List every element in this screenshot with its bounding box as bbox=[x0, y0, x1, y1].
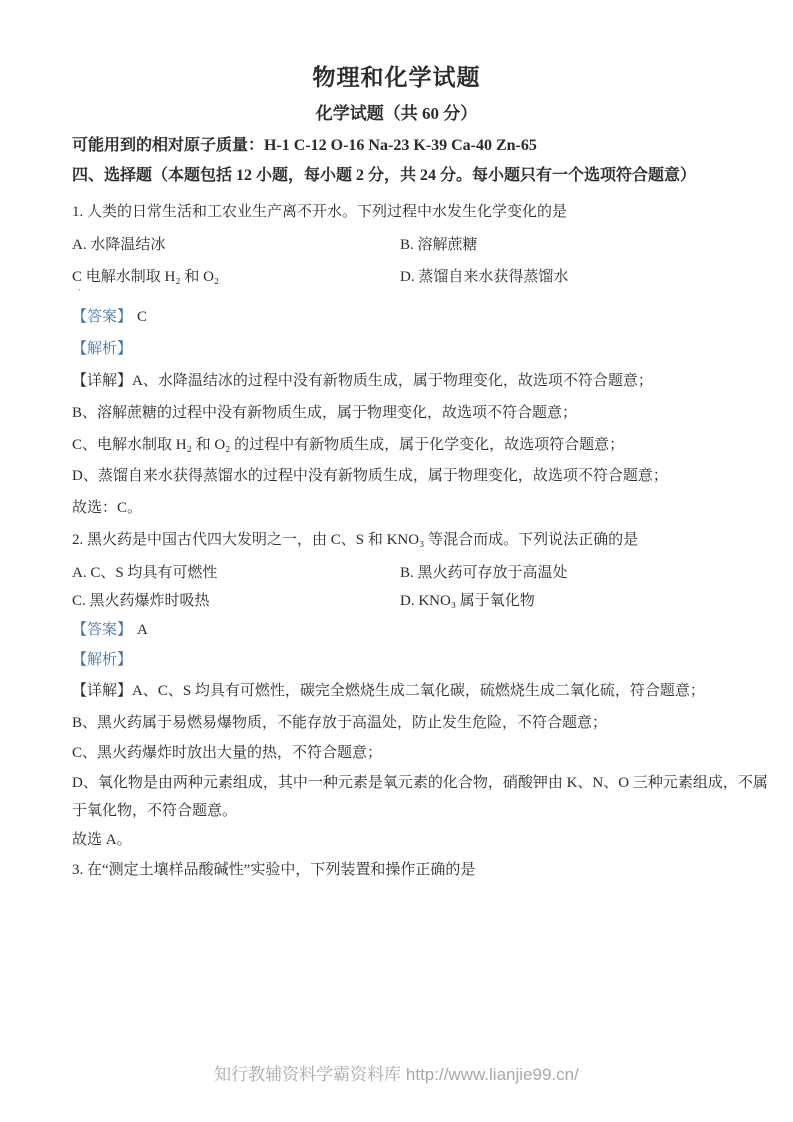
answer-label: 【答案】 bbox=[72, 622, 133, 638]
q1-analysis-row bbox=[72, 338, 723, 360]
q2-answer-value: A bbox=[137, 622, 148, 638]
analysis-label: 【解析】 bbox=[72, 341, 133, 357]
q2-answer-row bbox=[72, 619, 723, 641]
q1-detail-b: B、溶解蔗糖的过程中没有新物质生成，属于物理变化，故选项不符合题意； bbox=[72, 405, 578, 421]
page-title: 物理和化学试题 bbox=[312, 65, 481, 90]
q1-detail-a: 【详解】A、水降温结冰的过程中没有新物质生成，属于物理变化，故选项不符合题意； bbox=[72, 373, 653, 389]
analysis-label: 【解析】 bbox=[72, 652, 133, 668]
q1-detail-c: C、电解水制取 H₂ 和 O₂ 的过程中有新物质生成，属于化学变化，故选项符合题意； bbox=[72, 437, 625, 453]
atomic-mass-line: 可能用到的相对原子质量：H-1 C-12 O-16 Na-23 K-39 Ca-40 Zn-65 bbox=[72, 137, 537, 154]
q2-detail-d-line2: 于氧化物，不符合题意。 bbox=[72, 803, 238, 819]
q2-option-c: C. 黑火药爆炸时吸热 bbox=[72, 593, 210, 609]
section-heading: 四、选择题（本题包括 12 小题，每小题 2 分，共 24 分。每小题只有一个选项符合题意） bbox=[72, 167, 697, 184]
q1-option-d: D. 蒸馏自来水获得蒸馏水 bbox=[400, 269, 569, 285]
q2-options-row-1 bbox=[72, 562, 723, 584]
page-subtitle: 化学试题（共 60 分） bbox=[315, 104, 478, 123]
q1-detail-d: D、蒸馏自来水获得蒸馏水的过程中没有新物质生成，属于物理变化，故选项不符合题意； bbox=[72, 468, 668, 484]
q1-stem: 1. 人类的日常生活和工农业生产离不开水。下列过程中水发生化学变化的是 bbox=[72, 204, 568, 220]
q2-option-d: D. KNO₃ 属于氧化物 bbox=[400, 593, 535, 609]
q1-option-c: C 电解水制取 H₂ 和 O₂ bbox=[72, 269, 220, 285]
q2-analysis-row bbox=[72, 649, 723, 671]
q1-answer-row bbox=[72, 306, 723, 328]
q1-conclusion: 故选：C。 bbox=[72, 500, 143, 516]
q2-stem: 2. 黑火药是中国古代四大发明之一，由 C、S 和 KNO₃ 等混合而成。下列说法正确的是 bbox=[72, 532, 639, 548]
footer-watermark: 知行教辅资料学霸资料库 http://www.lianjie99.cn/ bbox=[214, 1065, 579, 1084]
q1-option-b: B. 溶解蔗糖 bbox=[400, 237, 478, 253]
q1-option-a: A. 水降温结冰 bbox=[72, 237, 166, 253]
q2-option-b: B. 黑火药可存放于高温处 bbox=[400, 565, 568, 581]
q2-options-row-2 bbox=[72, 590, 723, 612]
q1-answer-value: C bbox=[137, 309, 148, 325]
answer-label: 【答案】 bbox=[72, 309, 133, 325]
q2-option-a: A. C、S 均具有可燃性 bbox=[72, 565, 218, 581]
q2-conclusion: 故选 A。 bbox=[72, 832, 132, 848]
q1-options-row-1 bbox=[72, 234, 723, 256]
q2-detail-c: C、黑火药爆炸时放出大量的热，不符合题意； bbox=[72, 745, 383, 761]
q3-stem: 3. 在“测定土壤样品酸碱性”实验中，下列装置和操作正确的是 bbox=[72, 862, 476, 878]
scan-stray-mark: ˈ bbox=[78, 288, 82, 299]
q2-detail-d-line1: D、氧化物是由两种元素组成，其中一种元素是氧元素的化合物，硝酸钾由 K、N、O 三种元素组成，不属 bbox=[72, 775, 768, 791]
q2-detail-a: 【详解】A、C、S 均具有可燃性，碳完全燃烧生成二氧化碳，硫燃烧生成二氧化硫，符合题意； bbox=[72, 683, 705, 699]
q2-detail-b: B、黑火药属于易燃易爆物质，不能存放于高温处，防止发生危险，不符合题意； bbox=[72, 715, 608, 731]
